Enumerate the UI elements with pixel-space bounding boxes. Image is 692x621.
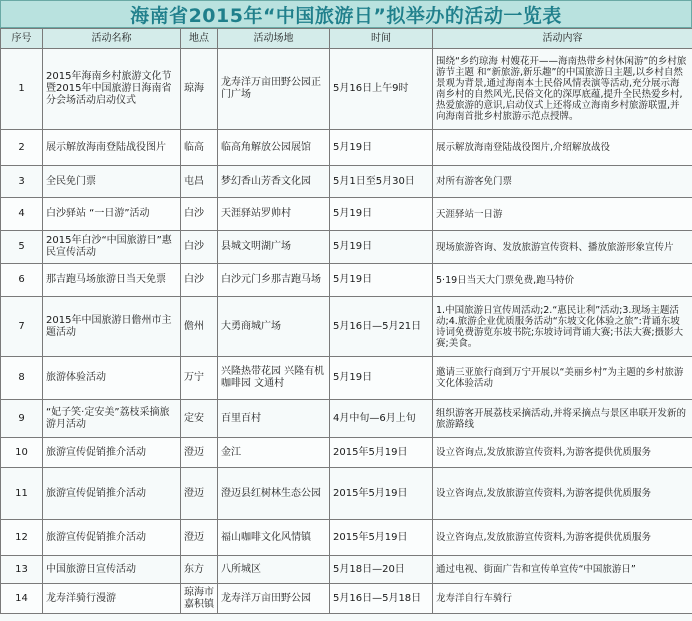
row-activity-name: 2015年海南乡村旅游文化节暨2015年中国旅游日海南省分会场活动启动仪式 xyxy=(43,49,181,130)
row-index: 10 xyxy=(1,438,43,468)
row-index: 13 xyxy=(1,556,43,584)
page-title: 海南省2015年“中国旅游日”拟举办的活动一览表 xyxy=(130,4,562,27)
row-time: 5月19日 xyxy=(330,231,433,264)
row-activity-name: 白沙驿站 “一日游”活动 xyxy=(43,198,181,231)
row-venue: 县城文明湖广场 xyxy=(218,231,330,264)
row-content: 设立咨询点,发放旅游宣传资料,为游客提供优质服务 xyxy=(433,468,692,520)
row-location: 澄迈 xyxy=(181,438,218,468)
row-venue: 大勇商城广场 xyxy=(218,297,330,357)
row-time: 5月19日 xyxy=(330,130,433,166)
row-index: 3 xyxy=(1,166,43,198)
row-activity-name: “妃子笑·定安美”荔枝采摘旅游月活动 xyxy=(43,400,181,438)
row-index: 12 xyxy=(1,520,43,556)
row-time: 5月19日 xyxy=(330,357,433,400)
row-index: 9 xyxy=(1,400,43,438)
row-venue: 百里百村 xyxy=(218,400,330,438)
row-content: 通过电视、街面广告和宣传单宣传“中国旅游日” xyxy=(433,556,692,584)
header-venue: 活动场地 xyxy=(218,29,330,49)
table-row xyxy=(1,438,692,468)
row-location: 东方 xyxy=(181,556,218,584)
row-content: 对所有游客免门票 xyxy=(433,166,692,198)
row-activity-name: 旅游宣传促销推介活动 xyxy=(43,468,181,520)
row-venue: 龙寿洋万亩田野公园正门广场 xyxy=(218,49,330,130)
row-content: 邀请三亚旅行商到万宁开展以“美丽乡村”为主题的乡村旅游文化体验活动 xyxy=(433,357,692,400)
row-activity-name: 旅游宣传促销推介活动 xyxy=(43,438,181,468)
table-row xyxy=(1,400,692,438)
activity-table xyxy=(0,28,692,614)
row-venue: 梦幻香山芳香文化园 xyxy=(218,166,330,198)
row-venue: 金江 xyxy=(218,438,330,468)
header-content: 活动内容 xyxy=(433,29,692,49)
row-time: 5月16日上午9时 xyxy=(330,49,433,130)
row-location: 澄迈 xyxy=(181,520,218,556)
table-row xyxy=(1,231,692,264)
table-header-row xyxy=(1,29,692,49)
table-row xyxy=(1,520,692,556)
row-activity-name: 2015年中国旅游日儋州市主题活动 xyxy=(43,297,181,357)
table-row xyxy=(1,130,692,166)
row-location: 琼海 xyxy=(181,49,218,130)
row-index: 7 xyxy=(1,297,43,357)
row-venue: 八所城区 xyxy=(218,556,330,584)
row-activity-name: 那吉跑马场旅游日当天免票 xyxy=(43,264,181,297)
row-location: 琼海市嘉积镇 xyxy=(181,584,218,614)
row-content: 组织游客开展荔枝采摘活动,并将采摘点与景区串联开发新的旅游路线 xyxy=(433,400,692,438)
header-location: 地点 xyxy=(181,29,218,49)
row-content: 1.中国旅游日宣传周活动;2.“惠民让利”活动;3.现场主题活动;4.旅游企业优质服务活动“东坡文化体验之旅”:背诵东坡诗词免费游览东坡书院;东坡诗词背诵大赛;书法大赛;摄影大赛;美食。 xyxy=(433,297,692,357)
row-content: 龙寿洋自行车骑行 xyxy=(433,584,692,614)
table-row xyxy=(1,166,692,198)
row-activity-name: 展示解放海南登陆战役图片 xyxy=(43,130,181,166)
row-location: 万宁 xyxy=(181,357,218,400)
row-content: 展示解放海南登陆战役图片,介绍解放战役 xyxy=(433,130,692,166)
row-location: 屯昌 xyxy=(181,166,218,198)
table-row xyxy=(1,584,692,614)
row-time: 5月18日—20日 xyxy=(330,556,433,584)
row-index: 11 xyxy=(1,468,43,520)
row-time: 2015年5月19日 xyxy=(330,438,433,468)
row-activity-name: 全民免门票 xyxy=(43,166,181,198)
row-venue: 福山咖啡文化风情镇 xyxy=(218,520,330,556)
row-time: 4月中旬—6月上旬 xyxy=(330,400,433,438)
row-activity-name: 旅游宣传促销推介活动 xyxy=(43,520,181,556)
row-content: 设立咨询点,发放旅游宣传资料,为游客提供优质服务 xyxy=(433,520,692,556)
row-time: 2015年5月19日 xyxy=(330,468,433,520)
row-content: 天涯驿站一日游 xyxy=(433,198,692,231)
row-location: 澄迈 xyxy=(181,468,218,520)
row-venue: 白沙元门乡那吉跑马场 xyxy=(218,264,330,297)
row-time: 2015年5月19日 xyxy=(330,520,433,556)
row-content: 围绕“乡约琼海 村嫂花开——海南热带乡村休闲游”的乡村旅游节主题 和“新旅游,新乐趣”的中国旅游日主题,以乡村自然景观为背景,通过海南本土民俗风情表演等活动,充分展示海南乡村的自然风光,民俗文化的深厚底蕴,提升全民热爱乡村,热爱旅游的意识,启动仪式上还将成立海南乡村旅游联盟,并向海南首批乡村旅游示范点授牌。 xyxy=(433,49,692,130)
table-row xyxy=(1,357,692,400)
row-venue: 龙寿洋万亩田野公园 xyxy=(218,584,330,614)
title-bar xyxy=(0,0,692,28)
row-location: 定安 xyxy=(181,400,218,438)
row-time: 5月16日—5月21日 xyxy=(330,297,433,357)
header-index: 序号 xyxy=(1,29,43,49)
row-index: 4 xyxy=(1,198,43,231)
row-content: 设立咨询点,发放旅游宣传资料,为游客提供优质服务 xyxy=(433,438,692,468)
header-activity-name: 活动名称 xyxy=(43,29,181,49)
row-location: 白沙 xyxy=(181,198,218,231)
row-index: 6 xyxy=(1,264,43,297)
table-row xyxy=(1,468,692,520)
row-time: 5月19日 xyxy=(330,264,433,297)
row-activity-name: 龙寿洋骑行漫游 xyxy=(43,584,181,614)
row-venue: 澄迈县红树林生态公园 xyxy=(218,468,330,520)
row-activity-name: 2015年白沙“中国旅游日”惠民宣传活动 xyxy=(43,231,181,264)
table-row xyxy=(1,556,692,584)
row-location: 儋州 xyxy=(181,297,218,357)
row-time: 5月1日至5月30日 xyxy=(330,166,433,198)
row-location: 白沙 xyxy=(181,231,218,264)
row-content: 现场旅游咨询、发放旅游宣传资料、播放旅游形象宣传片 xyxy=(433,231,692,264)
row-index: 8 xyxy=(1,357,43,400)
table-row xyxy=(1,49,692,130)
row-location: 临高 xyxy=(181,130,218,166)
row-location: 白沙 xyxy=(181,264,218,297)
row-venue: 天涯驿站罗帅村 xyxy=(218,198,330,231)
row-activity-name: 旅游体验活动 xyxy=(43,357,181,400)
table-row xyxy=(1,264,692,297)
row-time: 5月19日 xyxy=(330,198,433,231)
row-index: 2 xyxy=(1,130,43,166)
row-index: 14 xyxy=(1,584,43,614)
row-activity-name: 中国旅游日宣传活动 xyxy=(43,556,181,584)
table-row xyxy=(1,198,692,231)
row-venue: 临高角解放公园展馆 xyxy=(218,130,330,166)
row-content: 5·19日当天大门票免费,跑马特价 xyxy=(433,264,692,297)
table-row xyxy=(1,297,692,357)
row-index: 1 xyxy=(1,49,43,130)
header-time: 时间 xyxy=(330,29,433,49)
row-index: 5 xyxy=(1,231,43,264)
row-time: 5月16日—5月18日 xyxy=(330,584,433,614)
row-venue: 兴隆热带花园 兴隆有机咖啡园 文通村 xyxy=(218,357,330,400)
